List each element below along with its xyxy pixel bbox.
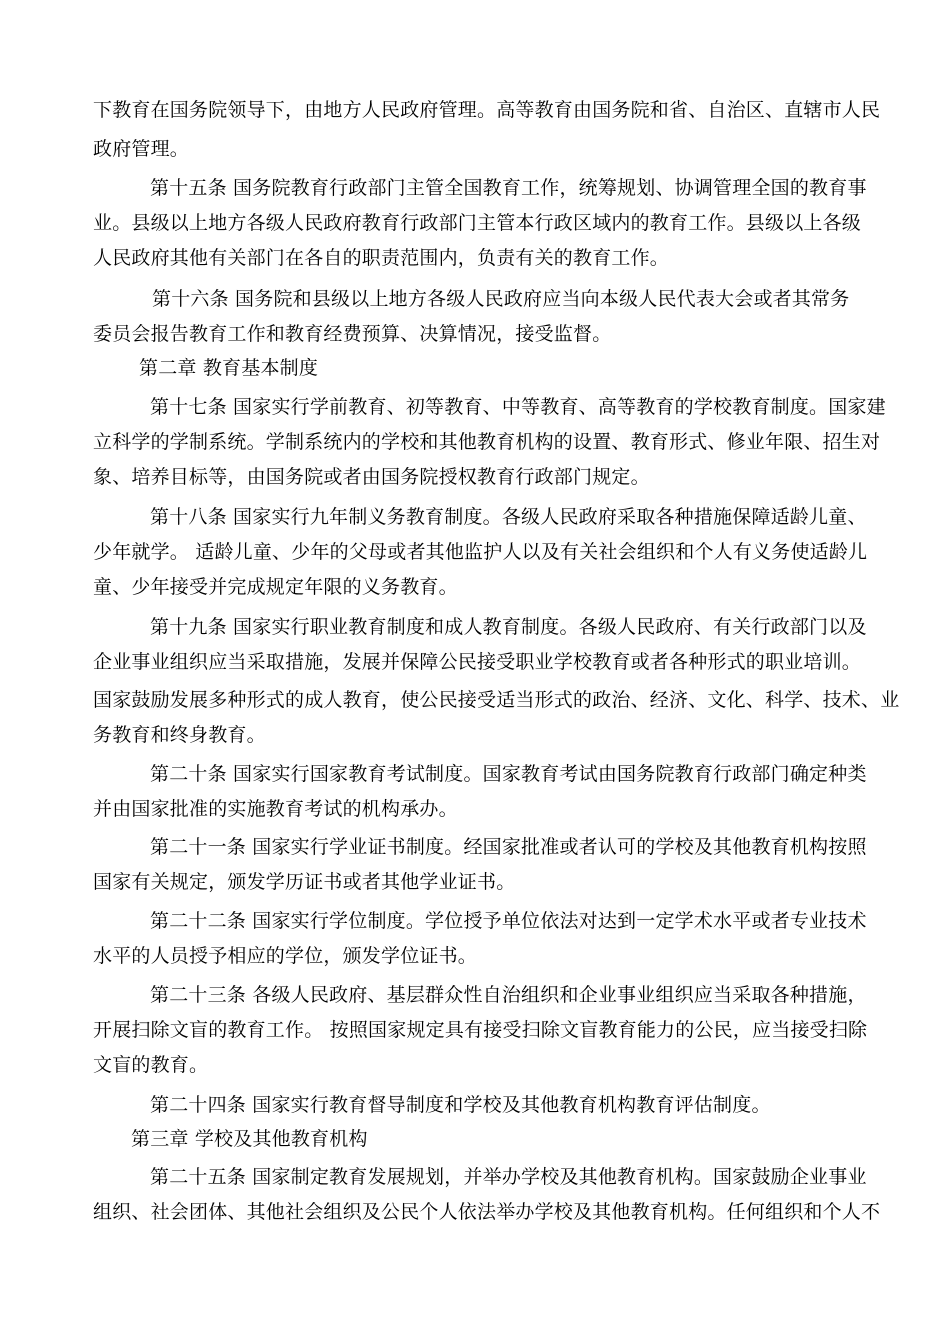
article-23-line: 第二十三条 各级人民政府、基层群众性自治组织和企业事业组织应当采取各种措施，: [150, 984, 867, 1006]
text-line: 委员会报告教育工作和教育经费预算、决算情况，接受监督。: [93, 323, 612, 345]
article-16-line: 第十六条 国务院和县级以上地方各级人民政府应当向本级人民代表大会或者其常务: [152, 288, 850, 310]
article-17-line: 第十七条 国家实行学前教育、初等教育、中等教育、高等教育的学校教育制度。国家建: [150, 396, 886, 418]
article-24-line: 第二十四条 国家实行教育督导制度和学校及其他教育机构教育评估制度。: [150, 1094, 771, 1116]
text-line: 并由国家批准的实施教育考试的机构承办。: [93, 798, 458, 820]
text-line: 业。县级以上地方各级人民政府教育行政部门主管本行政区域内的教育工作。县级以上各级: [93, 212, 862, 234]
text-line: 童、少年接受并完成规定年限的义务教育。: [93, 576, 458, 598]
text-line: 象、培养目标等，由国务院或者由国务院授权教育行政部门规定。: [93, 466, 650, 488]
article-21-line: 第二十一条 国家实行学业证书制度。经国家批准或者认可的学校及其他教育机构按照: [150, 836, 867, 858]
text-line: 少年就学。 适龄儿童、少年的父母或者其他监护人以及有关社会组织和个人有义务使适龄儿: [93, 541, 868, 563]
text-line: 务教育和终身教育。: [93, 724, 266, 746]
article-22-line: 第二十二条 国家实行学位制度。学位授予单位依法对达到一定学术水平或者专业技术: [150, 910, 867, 932]
text-line: 人民政府其他有关部门在各自的职责范围内，负责有关的教育工作。: [93, 247, 670, 269]
chapter-3-heading: 第三章 学校及其他教育机构: [131, 1128, 368, 1150]
text-line: 开展扫除文盲的教育工作。 按照国家规定具有接受扫除文盲教育能力的公民，应当接受扫除: [93, 1019, 868, 1041]
text-line: 政府管理。: [93, 138, 190, 160]
article-20-line: 第二十条 国家实行国家教育考试制度。国家教育考试由国务院教育行政部门确定种类: [150, 763, 867, 785]
text-line: 文盲的教育。: [93, 1054, 209, 1076]
article-18-line: 第十八条 国家实行九年制义务教育制度。各级人民政府采取各种措施保障适龄儿童、: [150, 506, 867, 528]
chapter-2-heading: 第二章 教育基本制度: [139, 357, 319, 379]
article-25-line: 第二十五条 国家制定教育发展规划，并举办学校及其他教育机构。国家鼓励企业事业: [150, 1166, 867, 1188]
text-line: 立科学的学制系统。学制系统内的学校和其他教育机构的设置、教育形式、修业年限、招生对: [93, 431, 881, 453]
text-line: 国家有关规定，颁发学历证书或者其他学业证书。: [93, 871, 516, 893]
article-19-line: 第十九条 国家实行职业教育制度和成人教育制度。各级人民政府、有关行政部门以及: [150, 616, 867, 638]
text-line: 国家鼓励发展多种形式的成人教育，使公民接受适当形式的政治、经济、文化、科学、技术、业: [93, 689, 900, 711]
text-line: 水平的人员授予相应的学位，颁发学位证书。: [93, 945, 478, 967]
article-15-line: 第十五条 国务院教育行政部门主管全国教育工作，统筹规划、协调管理全国的教育事: [150, 177, 867, 199]
text-line: 下教育在国务院领导下，由地方人民政府管理。高等教育由国务院和省、自治区、直辖市人民: [93, 99, 881, 121]
text-line: 企业事业组织应当采取措施，发展并保障公民接受职业学校教育或者各种形式的职业培训。: [93, 651, 862, 673]
text-line: 组织、社会团体、其他社会组织及公民个人依法举办学校及其他教育机构。任何组织和个人不: [93, 1201, 881, 1223]
